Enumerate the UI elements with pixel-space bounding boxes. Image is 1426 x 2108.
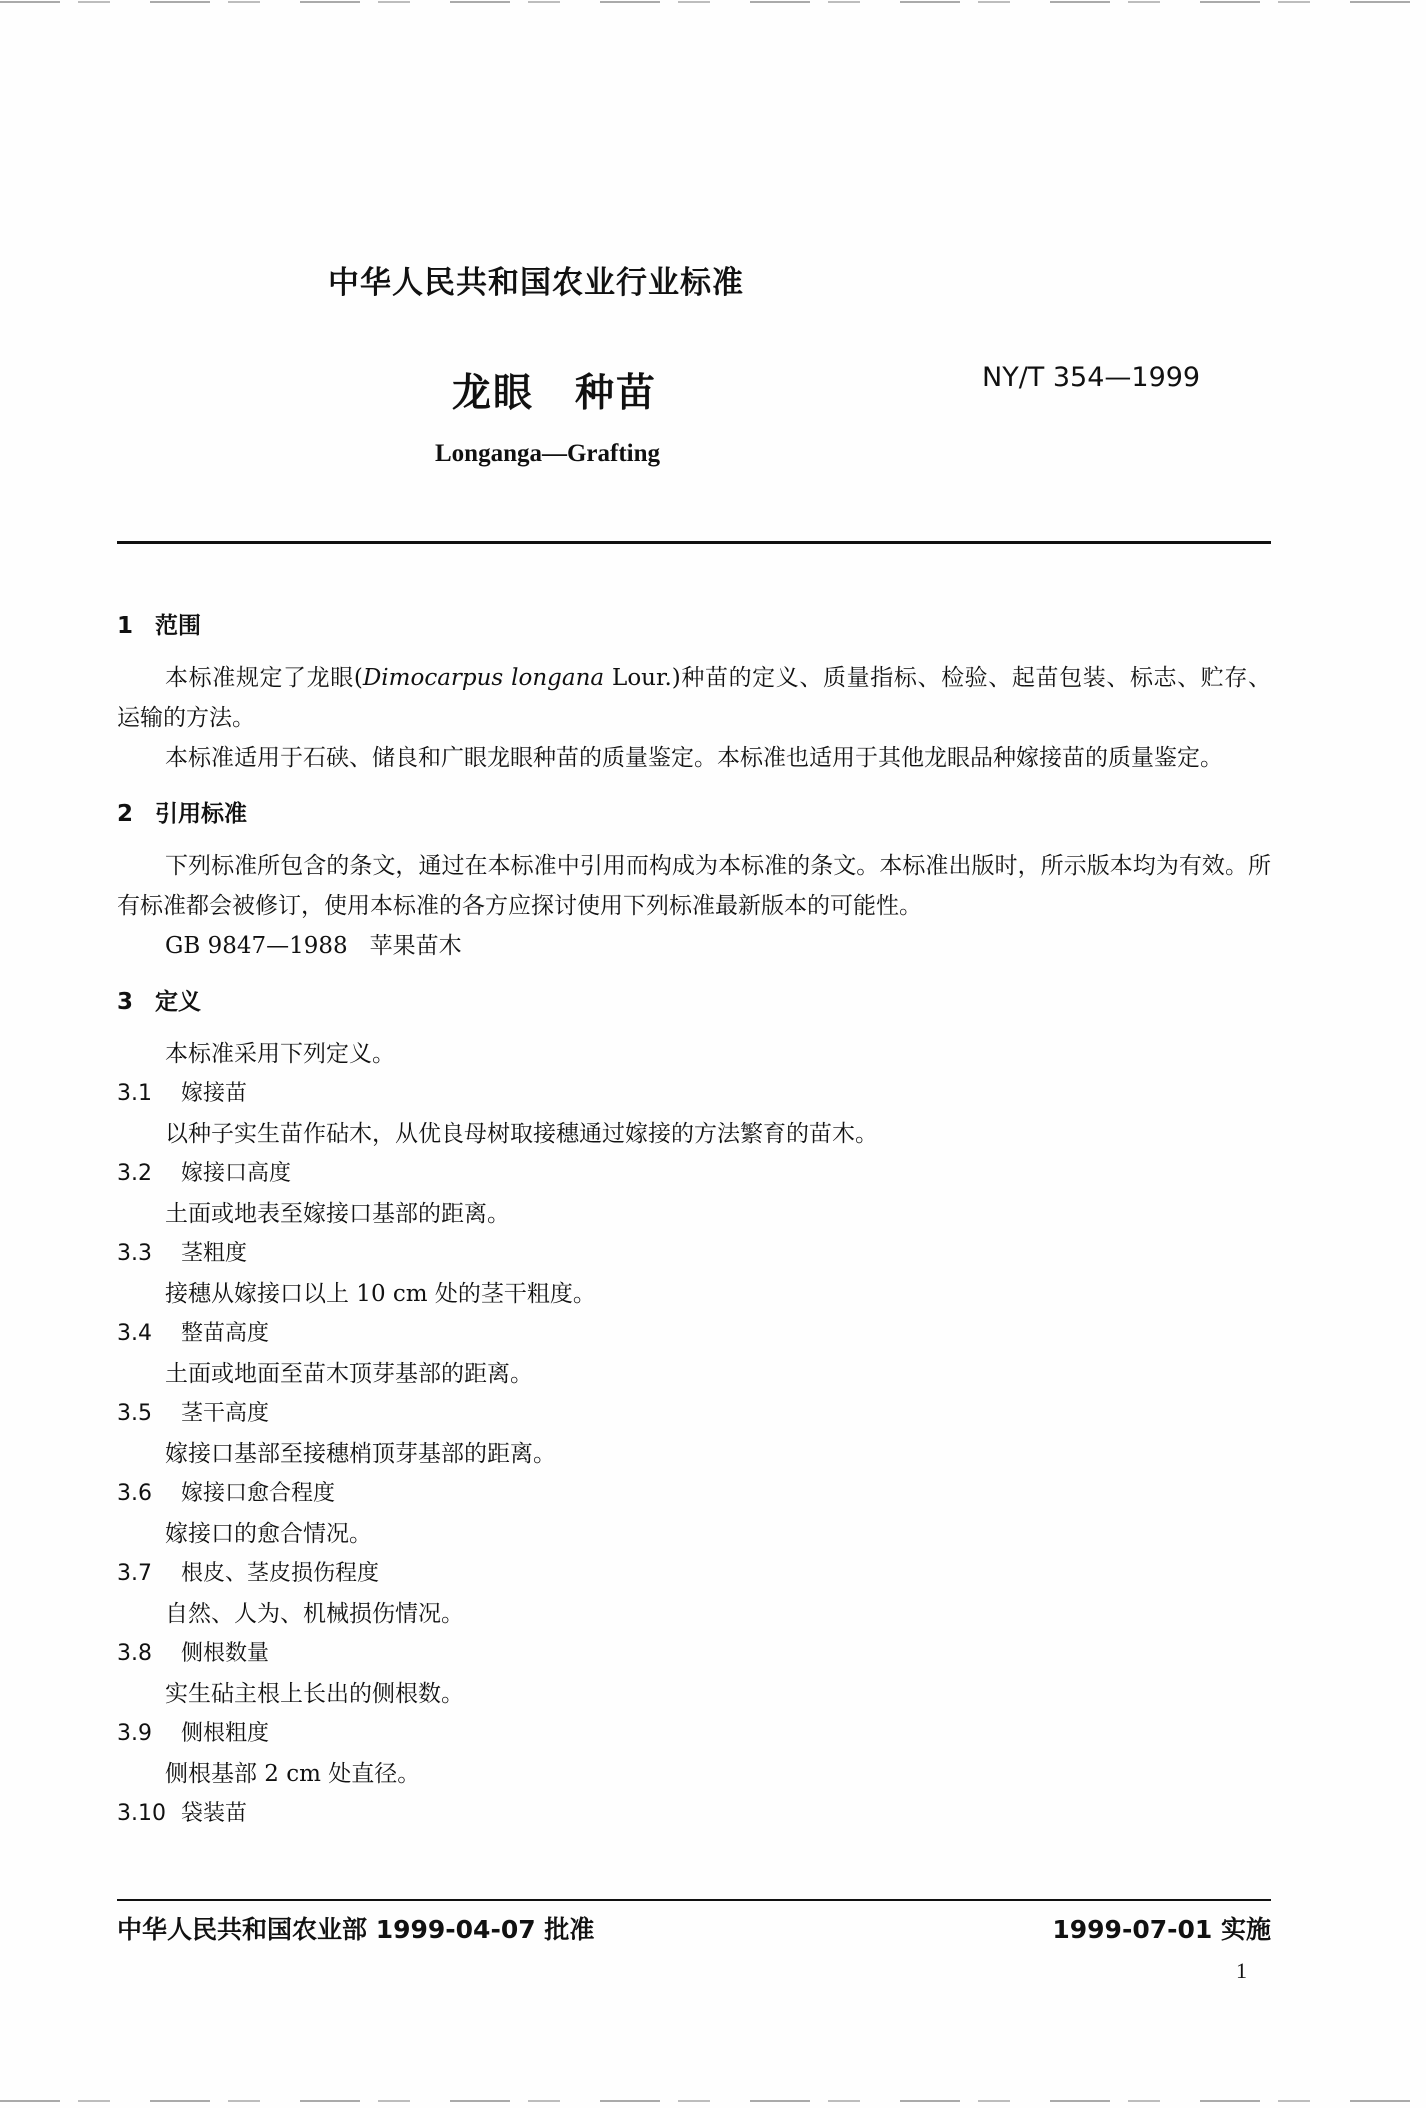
footer-rule: [117, 1899, 1271, 1901]
term-name: 嫁接苗: [181, 1081, 248, 1106]
term-definition: 嫁接口的愈合情况。: [165, 1521, 372, 1547]
term-definition: 实生砧主根上长出的侧根数。: [165, 1681, 464, 1707]
term-name: 袋装苗: [181, 1801, 248, 1826]
english-title: Longanga—Grafting: [435, 440, 661, 467]
paragraph: 下列标准所包含的条文，通过在本标准中引用而构成为本标准的条文。本标准出版时，所示版本均为有效。所有标准都会被修订，使用本标准的各方应探讨使用下列标准最新版本的可能性。: [117, 853, 1271, 919]
term-number: 3.1: [117, 1081, 152, 1106]
term-name: 嫁接口愈合程度: [181, 1481, 336, 1506]
section-number: 2: [117, 801, 134, 827]
term-name: 侧根数量: [181, 1641, 270, 1666]
effective-date: 1999-07-01 实施: [1052, 1915, 1271, 1944]
paragraph: 本标准适用于石硖、储良和广眼龙眼种苗的质量鉴定。本标准也适用于其他龙眼品种嫁接苗的质量鉴定。: [165, 745, 1223, 771]
term-heading: [117, 1794, 1271, 1834]
term-number: 3.7: [117, 1561, 152, 1586]
text-run: 本标准规定了龙眼(: [165, 665, 363, 691]
term-definition: 土面或地表至嫁接口基部的距离。: [165, 1201, 510, 1227]
term-heading: [117, 1154, 1271, 1194]
term-number: 3.9: [117, 1721, 152, 1746]
scan-artifact-top: [0, 1, 1426, 3]
document-body: [117, 590, 1271, 1834]
term-number: 3.5: [117, 1401, 152, 1426]
term-name: 侧根粗度: [181, 1721, 270, 1746]
term-definition: 自然、人为、机械损伤情况。: [165, 1601, 464, 1627]
term-heading: [117, 1074, 1271, 1114]
reference-item: [117, 926, 1271, 966]
latin-name: Dimocarpus longana: [362, 665, 605, 691]
section-title: 定义: [155, 989, 201, 1015]
scan-artifact-bottom: [0, 2100, 1426, 2102]
term-number: 3.3: [117, 1241, 152, 1266]
term-heading: [117, 1714, 1271, 1754]
section-title: 引用标准: [155, 801, 247, 827]
paragraph: 本标准采用下列定义。: [165, 1041, 395, 1067]
section-2-heading: [117, 794, 1271, 834]
text-run: Lour.)种苗的定义、质量指标、检验、起苗包装、标志、贮存、运输的方法。: [117, 665, 1271, 731]
paragraph: [117, 658, 1271, 738]
org-title: 中华人民共和国农业行业标准: [328, 265, 744, 301]
term-number: 3.2: [117, 1161, 152, 1186]
term-name: 根皮、茎皮损伤程度: [181, 1561, 380, 1586]
section-number: 3: [117, 989, 134, 1015]
term-heading: [117, 1234, 1271, 1274]
term-definition: 土面或地面至苗木顶芽基部的距离。: [165, 1361, 533, 1387]
term-heading: [117, 1634, 1271, 1674]
reference-name: 苹果苗木: [369, 933, 462, 959]
term-heading: [117, 1314, 1271, 1354]
term-definition: 以种子实生苗作砧木，从优良母树取接穗通过嫁接的方法繁育的苗木。: [165, 1121, 878, 1147]
reference-code: GB 9847—1988: [165, 933, 348, 959]
term-definition: 接穗从嫁接口以上 10 cm 处的茎干粗度。: [165, 1281, 596, 1307]
section-1-heading: [117, 606, 1271, 646]
term-heading: [117, 1554, 1271, 1594]
term-definition: 侧根基部 2 cm 处直径。: [165, 1761, 421, 1787]
term-heading: [117, 1474, 1271, 1514]
term-number: 3.10: [117, 1801, 166, 1826]
standard-number: NY/T 354—1999: [982, 362, 1201, 393]
term-definition: 嫁接口基部至接穗梢顶芽基部的距离。: [165, 1441, 556, 1467]
term-number: 3.6: [117, 1481, 152, 1506]
term-number: 3.4: [117, 1321, 152, 1346]
doc-title: 龙眼 种苗: [452, 371, 658, 416]
term-heading: [117, 1394, 1271, 1434]
approval-line: 中华人民共和国农业部 1999-04-07 批准: [117, 1915, 595, 1944]
term-name: 整苗高度: [181, 1321, 270, 1346]
term-name: 茎粗度: [181, 1241, 248, 1266]
section-3-heading: [117, 982, 1271, 1022]
page-number: 1: [1236, 1958, 1247, 1983]
term-number: 3.8: [117, 1641, 152, 1666]
header-rule: [117, 541, 1271, 544]
section-number: 1: [117, 613, 134, 639]
section-title: 范围: [155, 613, 201, 639]
term-name: 嫁接口高度: [181, 1161, 292, 1186]
term-name: 茎干高度: [181, 1401, 270, 1426]
